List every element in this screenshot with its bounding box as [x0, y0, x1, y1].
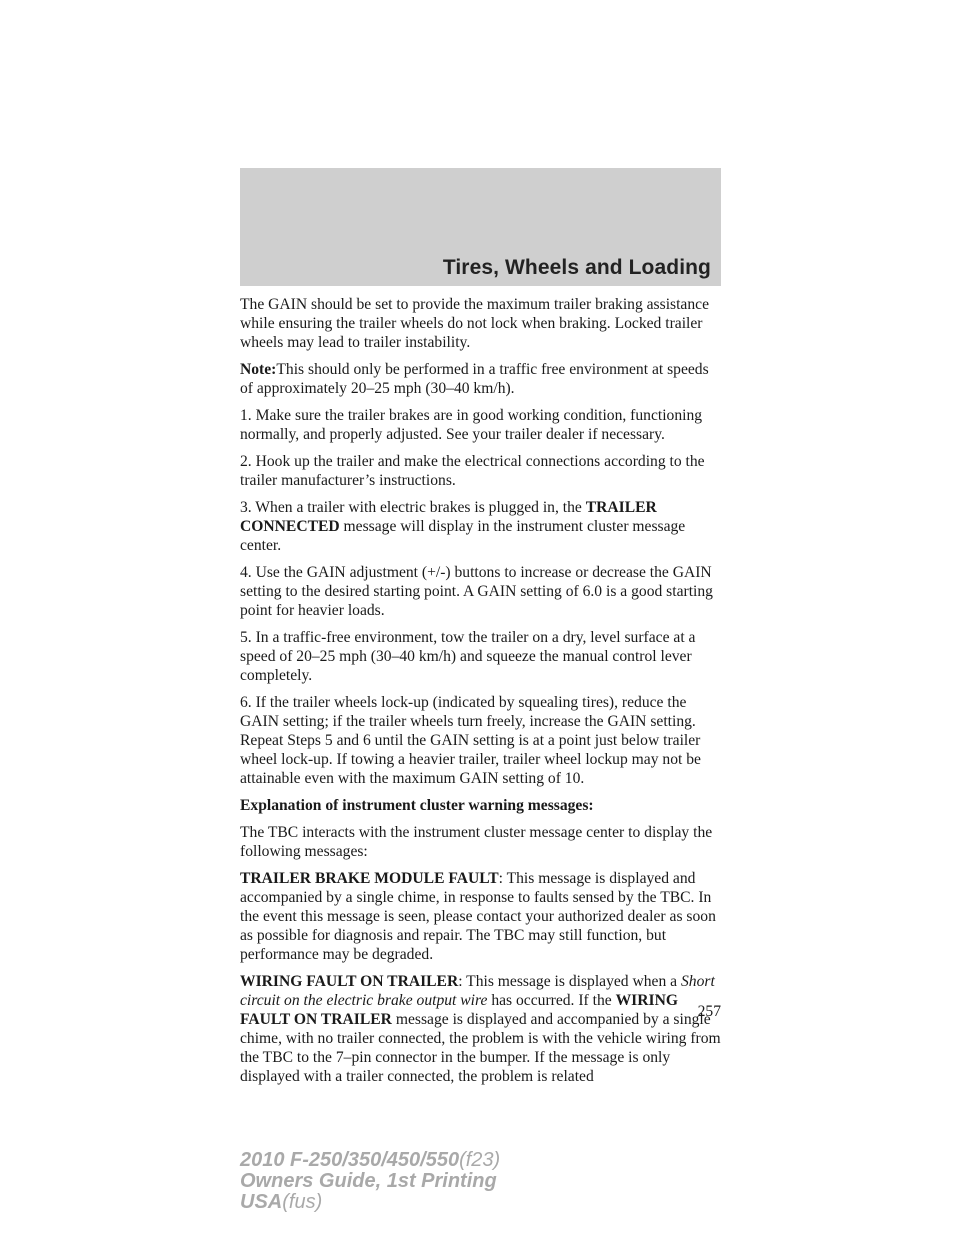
msg2-label-2: WIRING FAULT ON TRAILER: [240, 992, 678, 1028]
message-wiring-fault-on-trailer: [240, 972, 721, 1086]
section-header-band: [240, 168, 721, 286]
step-4: 4. Use the GAIN adjustment (+/-) buttons to increase or decrease the GAIN setting to the desired starting point. A GAIN setting of 6.0 is a good starting point for heavier loads.: [240, 564, 713, 619]
note-paragraph: [240, 360, 721, 398]
step-5: 5. In a traffic-free environment, tow the trailer on a dry, level surface at a speed of 20–25 mph (30–40 km/h) and squeeze the manual control lever completely.: [240, 629, 696, 684]
step-3-text-a: 3. When a trailer with electric brakes is plugged in, the: [240, 499, 586, 516]
footer-line-3: [240, 1192, 500, 1213]
note-label: Note:: [240, 361, 277, 378]
msg2-text-a: : This message is displayed when a: [458, 973, 681, 990]
subheading-warning-messages: Explanation of instrument cluster warning messages:: [240, 797, 594, 814]
msg1-text: : This message is displayed and accompanied by a single chime, in response to faults sensed by the TBC. In the event this message is seen, please contact your authorized dealer as soon as possible for diagnosis and repair. The TBC may still function, but performance may be degraded.: [240, 870, 716, 963]
footer-model: 2010 F-250/350/450/550: [240, 1149, 460, 1171]
footer: [240, 1150, 500, 1213]
footer-model-code: (f23): [459, 1149, 501, 1171]
note-text: This should only be performed in a traffic free environment at speeds of approximately 20–25 mph (30–40 km/h).: [240, 361, 709, 397]
footer-market-code: (fus): [282, 1191, 323, 1213]
step-3-text-b: message will display in the instrument cluster message center.: [240, 518, 686, 554]
trailer-connected-label: TRAILER CONNECTED: [240, 499, 657, 535]
message-trailer-brake-module-fault: [240, 869, 721, 964]
msg1-label: TRAILER BRAKE MODULE FAULT: [240, 870, 499, 887]
footer-line-1: [240, 1150, 500, 1171]
paragraph-gain-intro: The GAIN should be set to provide the maximum trailer braking assistance while ensuring the trailer wheels do not lock when braking. Locked trailer wheels may lead to trailer instability.: [240, 296, 709, 351]
step-3: [240, 498, 721, 555]
msg2-text-c: message is displayed and accompanied by a single chime, with no trailer connected, the problem is with the vehicle wiring from the TBC to the 7–pin connector in the bumper. If the message is only displayed with a trailer connected, the problem is related: [240, 1011, 721, 1085]
step-2: 2. Hook up the trailer and make the electrical connections according to the trailer manufacturer’s instructions.: [240, 453, 705, 489]
msg2-label: WIRING FAULT ON TRAILER: [240, 973, 459, 990]
msg2-text-b: has occurred. If the: [487, 992, 616, 1009]
footer-line-2: Owners Guide, 1st Printing: [240, 1170, 497, 1192]
body-text: [240, 295, 721, 1094]
step-6: 6. If the trailer wheels lock-up (indicated by squealing tires), reduce the GAIN setting; if the trailer wheels turn freely, increase the GAIN setting. Repeat Steps 5 and 6 until the GAIN setting is at a point just below trailer wheel lock-up. If towing a heavier trailer, trailer wheel lockup may not be attainable even with the maximum GAIN setting of 10.: [240, 694, 701, 787]
section-title: Tires, Wheels and Loading: [442, 256, 711, 279]
msg2-italic: Short circuit on the electric brake output wire: [240, 973, 715, 1009]
footer-market: USA: [240, 1191, 283, 1213]
page-number: 257: [697, 1003, 721, 1020]
paragraph-tbc-intro: The TBC interacts with the instrument cluster message center to display the following messages:: [240, 824, 713, 860]
step-1: 1. Make sure the trailer brakes are in good working condition, functioning normally, and properly adjusted. See your trailer dealer if necessary.: [240, 407, 703, 443]
